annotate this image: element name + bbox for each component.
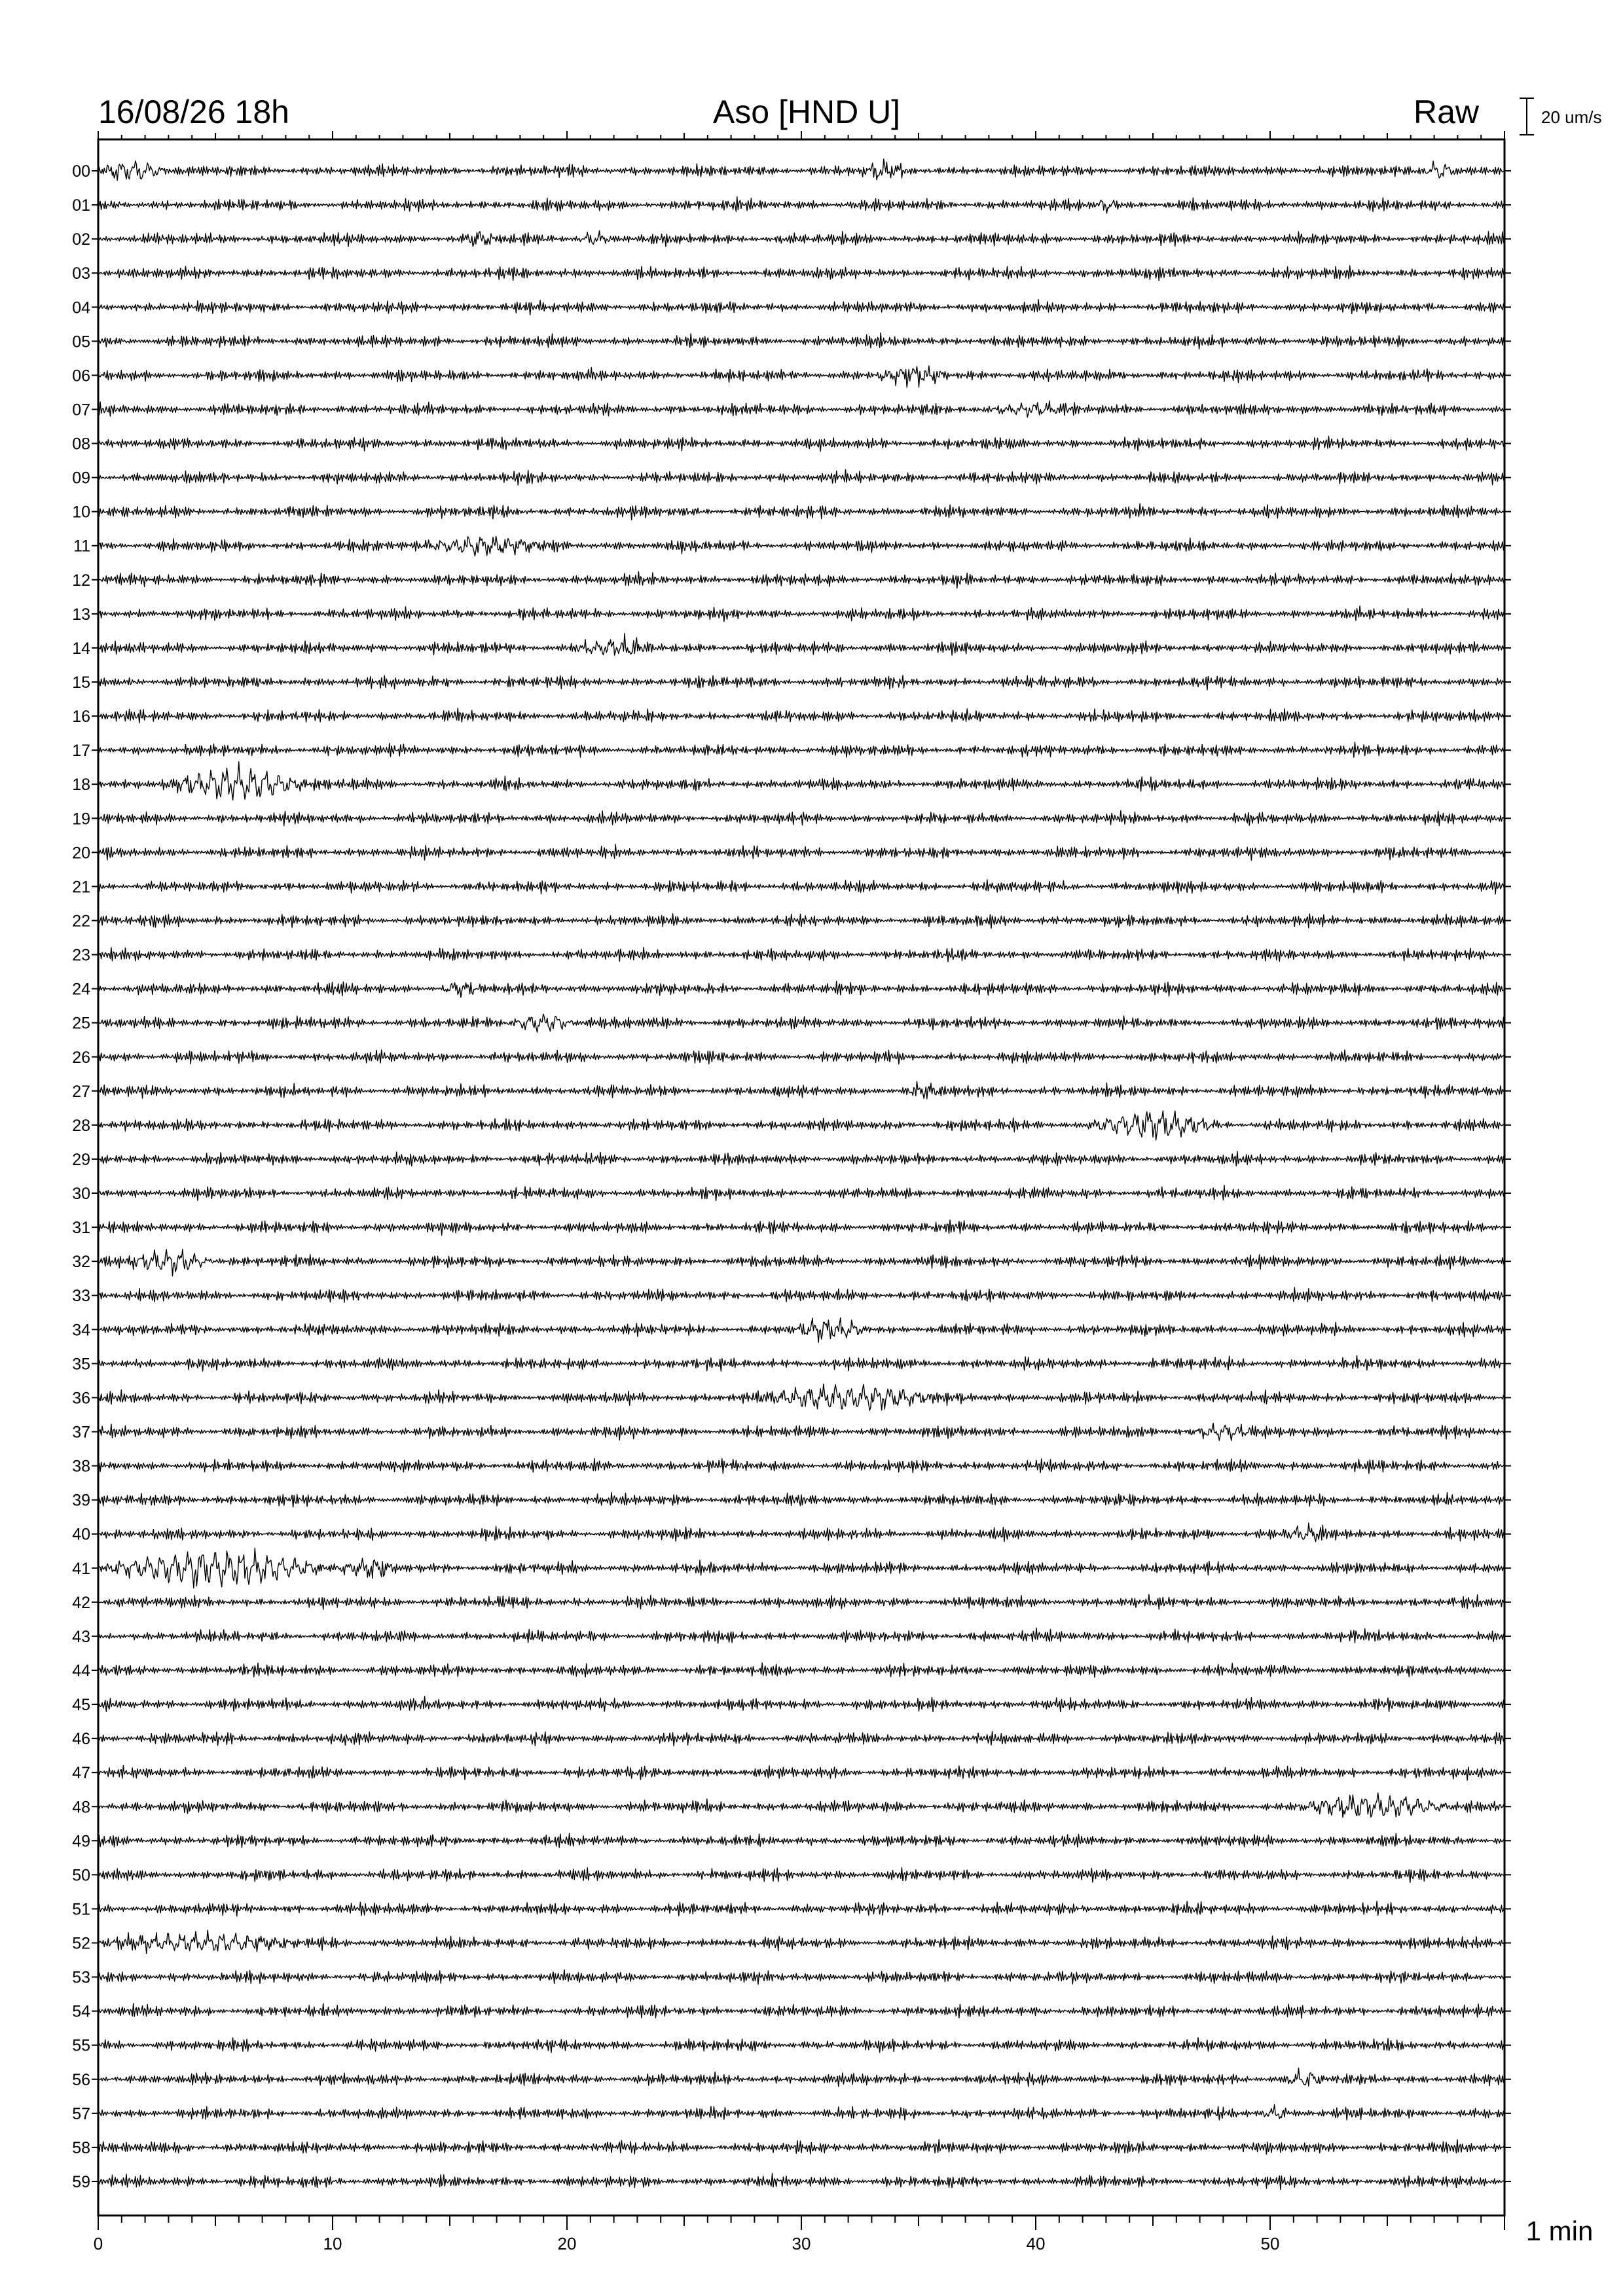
row-label-39: 39	[72, 1491, 90, 1510]
trace-row-38	[98, 1458, 1504, 1473]
row-label-16: 16	[72, 708, 90, 726]
row-label-44: 44	[72, 1661, 90, 1680]
row-label-42: 42	[72, 1593, 90, 1612]
row-label-51: 51	[72, 1900, 90, 1919]
row-label-18: 18	[72, 776, 90, 795]
row-label-08: 08	[72, 435, 90, 454]
row-label-27: 27	[72, 1082, 90, 1101]
x-axis-label: 1 min	[1525, 2215, 1594, 2246]
trace-row-01	[98, 197, 1504, 213]
trace-row-03	[98, 266, 1504, 281]
trace-row-19	[98, 811, 1504, 826]
trace-row-54	[98, 2003, 1504, 2018]
row-label-45: 45	[72, 1696, 90, 1715]
trace-row-15	[98, 675, 1504, 690]
trace-row-59	[98, 2173, 1504, 2189]
row-label-59: 59	[72, 2173, 90, 2191]
trace-row-42	[98, 1594, 1504, 1609]
amplitude-scale-label: 20 um/s	[1541, 107, 1602, 127]
trace-row-31	[98, 1220, 1504, 1235]
trace-row-51	[98, 1901, 1504, 1916]
trace-row-26	[98, 1050, 1504, 1064]
row-label-17: 17	[72, 742, 90, 761]
row-label-46: 46	[72, 1730, 90, 1749]
trace-row-55	[98, 2037, 1504, 2053]
row-label-32: 32	[72, 1253, 90, 1272]
trace-row-33	[98, 1287, 1504, 1302]
trace-row-40	[98, 1523, 1504, 1541]
row-label-19: 19	[72, 810, 90, 829]
row-label-03: 03	[72, 264, 90, 283]
row-label-57: 57	[72, 2104, 90, 2123]
row-label-31: 31	[72, 1219, 90, 1238]
trace-row-27	[98, 1081, 1504, 1099]
trace-row-13	[98, 606, 1504, 622]
trace-row-43	[98, 1628, 1504, 1643]
row-label-40: 40	[72, 1525, 90, 1544]
trace-row-25	[98, 1014, 1504, 1032]
row-label-56: 56	[72, 2070, 90, 2089]
trace-row-18	[98, 762, 1504, 800]
row-label-37: 37	[72, 1423, 90, 1442]
trace-row-06	[98, 366, 1504, 387]
trace-row-16	[98, 708, 1504, 723]
row-label-29: 29	[72, 1150, 90, 1169]
trace-row-09	[98, 470, 1504, 486]
trace-row-11	[98, 536, 1504, 556]
row-label-28: 28	[72, 1116, 90, 1135]
trace-row-24	[98, 981, 1504, 997]
row-label-54: 54	[72, 2002, 90, 2021]
row-label-43: 43	[72, 1627, 90, 1646]
row-label-35: 35	[72, 1355, 90, 1374]
row-label-23: 23	[72, 946, 90, 965]
trace-row-12	[98, 571, 1504, 588]
trace-row-32	[98, 1249, 1504, 1276]
row-label-34: 34	[72, 1321, 90, 1340]
x-tick-label: 40	[1026, 2234, 1046, 2253]
row-label-48: 48	[72, 1798, 90, 1817]
row-label-38: 38	[72, 1457, 90, 1476]
trace-row-48	[98, 1793, 1504, 1818]
trace-row-35	[98, 1355, 1504, 1371]
row-label-20: 20	[72, 844, 90, 863]
x-tick-label: 0	[93, 2234, 103, 2253]
trace-row-04	[98, 300, 1504, 315]
trace-row-36	[98, 1384, 1504, 1411]
trace-row-49	[98, 1833, 1504, 1848]
trace-row-20	[98, 844, 1504, 860]
trace-row-46	[98, 1731, 1504, 1746]
trace-row-53	[98, 1970, 1504, 1984]
trace-row-56	[98, 2068, 1504, 2087]
row-label-47: 47	[72, 1764, 90, 1783]
x-tick-label: 20	[557, 2234, 577, 2253]
row-label-50: 50	[72, 1866, 90, 1885]
trace-row-21	[98, 880, 1504, 894]
row-label-41: 41	[72, 1559, 90, 1578]
station-title: Aso [HND U]	[712, 94, 901, 130]
row-label-12: 12	[72, 571, 90, 590]
x-tick-label: 30	[792, 2234, 811, 2253]
trace-row-22	[98, 914, 1504, 928]
row-label-49: 49	[72, 1832, 90, 1851]
trace-row-17	[98, 742, 1504, 757]
row-label-52: 52	[72, 1934, 90, 1953]
plot-frame	[98, 139, 1504, 2215]
row-label-14: 14	[72, 639, 90, 658]
row-label-24: 24	[72, 980, 90, 999]
row-label-26: 26	[72, 1048, 90, 1067]
trace-row-28	[98, 1111, 1504, 1140]
amplitude-scale-bar	[1520, 98, 1534, 135]
x-tick-label: 50	[1260, 2234, 1280, 2253]
row-label-22: 22	[72, 912, 90, 931]
trace-row-41	[98, 1548, 1504, 1588]
trace-row-50	[98, 1868, 1504, 1883]
trace-row-07	[98, 401, 1504, 418]
row-label-13: 13	[72, 605, 90, 624]
x-tick-label: 10	[323, 2234, 342, 2253]
trace-row-47	[98, 1766, 1504, 1781]
trace-row-23	[98, 947, 1504, 961]
row-label-33: 33	[72, 1287, 90, 1306]
row-label-04: 04	[72, 298, 90, 317]
row-label-55: 55	[72, 2036, 90, 2055]
trace-row-14	[98, 634, 1504, 656]
row-label-21: 21	[72, 878, 90, 897]
plot-datetime: 16/08/26 18h	[98, 94, 289, 130]
row-label-06: 06	[72, 367, 90, 386]
row-label-00: 00	[72, 162, 90, 181]
trace-row-37	[98, 1423, 1504, 1441]
row-label-02: 02	[72, 230, 90, 249]
trace-row-08	[98, 436, 1504, 451]
row-label-05: 05	[72, 332, 90, 351]
trace-row-45	[98, 1696, 1504, 1712]
trace-mode-label: Raw	[1413, 94, 1479, 130]
row-label-36: 36	[72, 1389, 90, 1408]
row-label-11: 11	[73, 537, 90, 556]
trace-row-39	[98, 1492, 1504, 1507]
trace-row-29	[98, 1151, 1504, 1166]
row-label-53: 53	[72, 1968, 90, 1987]
trace-row-52	[98, 1930, 1504, 1954]
row-label-09: 09	[72, 469, 90, 488]
row-label-10: 10	[72, 503, 90, 522]
row-label-58: 58	[72, 2138, 90, 2157]
trace-row-34	[98, 1318, 1504, 1342]
trace-row-30	[98, 1185, 1504, 1201]
trace-row-57	[98, 2105, 1504, 2121]
trace-row-10	[98, 504, 1504, 520]
row-label-25: 25	[72, 1014, 90, 1033]
trace-row-44	[98, 1663, 1504, 1677]
trace-row-58	[98, 2140, 1504, 2155]
row-label-07: 07	[72, 401, 90, 420]
trace-row-02	[98, 231, 1504, 247]
row-label-15: 15	[72, 673, 90, 692]
trace-row-05	[98, 332, 1504, 349]
row-label-30: 30	[72, 1185, 90, 1204]
trace-row-00	[98, 159, 1504, 181]
row-label-01: 01	[72, 196, 90, 215]
